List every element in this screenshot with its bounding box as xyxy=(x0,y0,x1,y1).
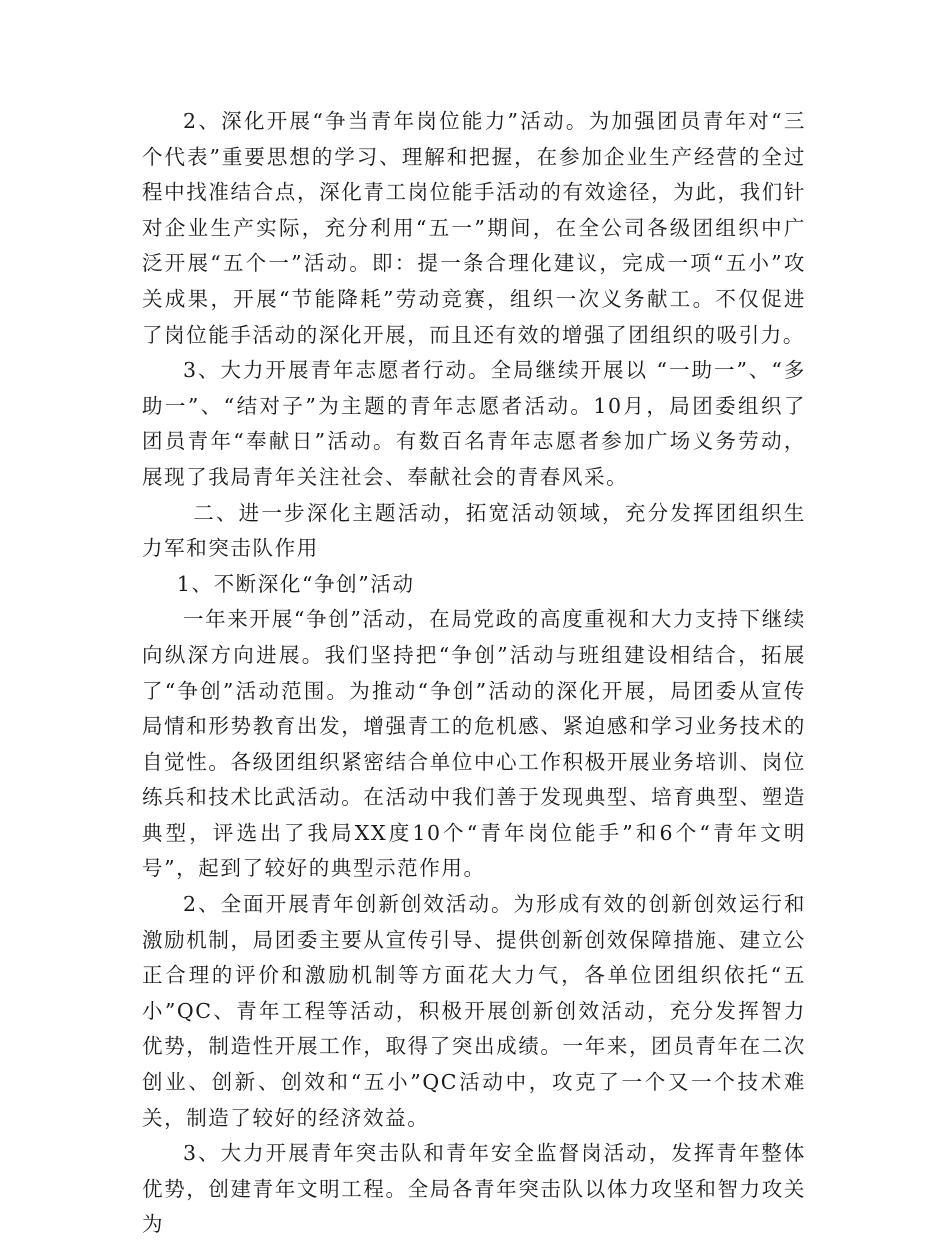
paragraph-job-skills-activity: 2、深化开展“争当青年岗位能力”活动。为加强团员青年对“三个代表”重要思想的学习、理解和把握，在参加企业生产经营的全过程中找准结合点，深化青工岗位能手活动的有效途径，为此，我们针对企业生产实际，充分利用“五一”期间，在全公司各级团组织中广泛开展“五个一”活动。即：提一条合理化建议，完成一项“五小”攻关成果，开展“节能降耗”劳动竞赛，组织一次义务献工。不仅促进了岗位能手活动的深化开展，而且还有效的增强了团组织的吸引力。 xyxy=(142,109,806,347)
document-body xyxy=(142,104,831,1243)
paragraph-innovation-activity: 2、全面开展青年创新创效活动。为形成有效的创新创效运行和激励机制，局团委主要从宣传引导、提供创新创效保障措施、建立公正合理的评价和激励机制等方面花大力气，各单位团组织依托“五小”QC、青年工程等活动，积极开展创新创效活动，充分发挥智力优势，制造性开展工作，取得了突出成绩。一年来，团员青年在二次创业、创新、创效和“五小”QC活动中，攻克了一个又一个技术难关，制造了较好的经济效益。 xyxy=(142,892,806,1130)
section-heading-theme-activities: 二、进一步深化主题活动，拓宽活动领域，充分发挥团组织生力军和突击队作用 xyxy=(142,500,806,561)
paragraph-zhengchuang-details: 一年来开展“争创”活动，在局党政的高度重视和大力支持下继续向纵深方向进展。我们坚持把“争创”活动与班组建设相结合，拓展了“争创”活动范围。为推动“争创”活动的深化开展，局团委从宣传局情和形势教育出发，增强青工的危机感、紧迫感和学习业务技术的自觉性。各级团组织紧密结合单位中心工作积极开展业务培训、岗位练兵和技术比武活动。在活动中我们善于发现典型、培育典型、塑造典型，评选出了我局XX度10个“青年岗位能手”和6个“青年文明号”，起到了较好的典型示范作用。 xyxy=(142,607,806,881)
paragraph-youth-commando: 3、大力开展青年突击队和青年安全监督岗活动，发挥青年整体优势，创建青年文明工程。全局各青年突击队以体力攻坚和智力攻关为 xyxy=(142,1141,806,1237)
paragraph-volunteer-action: 3、大力开展青年志愿者行动。全局继续开展以 “一助一”、“多助一”、“结对子”为主题的青年志愿者活动。10月，局团委组织了 团员青年“奉献日”活动。有数百名青年志愿者参加广场义务劳动，展现了我局青年关注社会、奉献社会的青春风采。 xyxy=(142,358,831,489)
subheading-zhengchuang-activity: 1、不断深化“争创”活动 xyxy=(176,571,415,596)
